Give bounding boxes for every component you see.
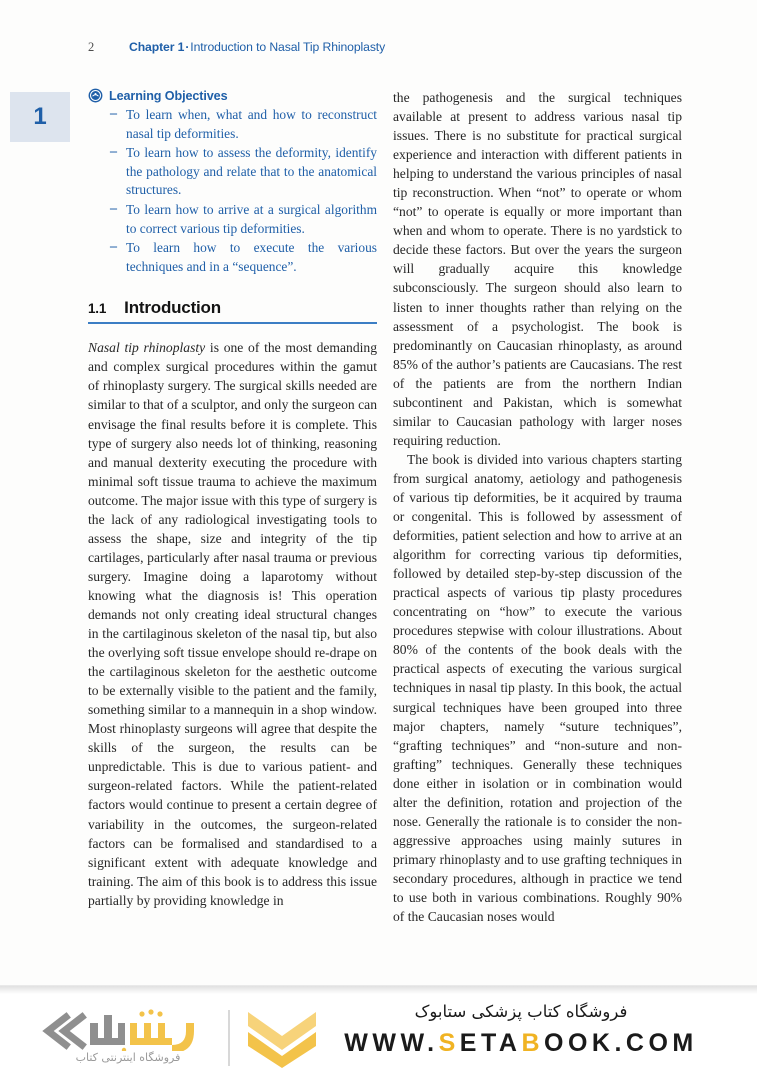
running-head-chapter-label: Chapter 1 (129, 40, 185, 54)
running-head-chapter-title: Introduction to Nasal Tip Rhinoplasty (190, 40, 386, 54)
running-head-separator: · (185, 40, 190, 54)
learning-objectives-list (88, 106, 377, 276)
footer-website-url[interactable] (311, 1029, 731, 1058)
paragraph (88, 338, 377, 909)
list-item (110, 106, 377, 143)
dash-bullet-icon: – (110, 106, 117, 121)
footer-content (0, 994, 757, 1081)
dash-bullet-icon: – (110, 239, 117, 255)
section-heading (88, 298, 377, 324)
section-heading-row (88, 298, 377, 318)
chapter-tab-number: 1 (33, 103, 47, 130)
list-item-text: To learn how to arrive at a surgical algorithm to correct various tip deformities. (126, 201, 377, 236)
url-part-highlight: B (521, 1028, 545, 1057)
dash-bullet-icon: – (110, 144, 117, 160)
learning-objectives-header (88, 88, 377, 103)
learning-objectives-title: Learning Objectives (109, 88, 228, 103)
url-part-highlight: S (438, 1028, 460, 1057)
running-head-title (129, 40, 385, 54)
paragraph: The book is divided into various chapters starting from surgical anatomy, aetiology and pathogenesis of various tip deformities, be it acquired by trauma or congenital. This is followed by assessment of deformities, patient selection and how to arrive at an algorithm for correcting various tip deformities, followed by detailed step-by-step discussion of the practical aspects of various tip plasty procedures concentrating on “how” to execute the various procedures stepwise with colour illustrations. About 80% of the contents of the book deals with the practical aspects of executing the various surgical techniques in nasal tip plasty. In this book, the actual surgical techniques have been grouped into three major chapters, namely “suture techniques”, “grafting techniques” and “non-suture and non-grafting” techniques. Generally these techniques done either in isolation or in combination would alter the definition, rotation and projection of the nose. Generally the rationale is to consider the non-aggressive approaches using mainly sutures in primary rhinoplasty and to use grafting techniques in secondary procedures, although in practice we tend to use both in various combinations. Roughly 90% of the Caucasian noses would (393, 451, 682, 925)
section-number: 1.1 (88, 301, 107, 317)
url-part: WWW. (344, 1028, 439, 1057)
paragraph-lead-italic: Nasal tip rhinoplasty (88, 340, 206, 356)
right-column (393, 88, 682, 926)
list-item (110, 144, 377, 200)
section-rule (88, 322, 377, 324)
list-item-text: To learn how to assess the deformity, identify the pathology and relate that to the anatomical structures. (126, 145, 377, 198)
paragraph-text: is one of the most demanding and complex surgical procedures within the gamut of rhinoplasty surgery. The surgical skills needed are similar to that of a sculptor, and only the surgeon can envisage the final results before it is complete. This type of surgery also needs lot of thinking, reasoning and manual dexterity executing the procedure with minimal soft tissue trauma to achieve the maximum outcome. The major issue with this type of surgery is the lack of any radiological investigating tools to assess the shape, size and integrity of the tip cartilages, particularly after nasal trauma or previous surgery. Imagine doing a laparotomy without knowing what the diagnosis is! This operation demands not only creating ideal structural changes in the cartilaginous skeleton of the nasal tip, but also the overlying soft tissue envelope should re-drape on the cartilaginous skeleton for the aesthetic outcome to be externally visible to the patient and the family, something similar to a mannequin in a shop window. Most rhinoplasty surgeons will agree that despite the skills of the surgeon, the results can be unpredictable. This is due to various patient- and surgeon-related factors. While the patient-related factors would continue to present a certain degree of variability in the outcomes, the surgeon-related factors can be formalised and standardised to a significant extent with adequate knowledge and training. The aim of this book is to address this issue partially by providing knowledge in (88, 340, 377, 908)
footer-shadow (0, 986, 757, 994)
left-column (88, 88, 377, 910)
footer-text-block (311, 1000, 731, 1058)
list-item-text: To learn when, what and how to reconstruct nasal tip deformities. (126, 107, 377, 141)
list-item (110, 239, 377, 276)
brand-subtitle: فروشگاه اینترنتی کتاب (75, 1051, 181, 1064)
footer-tagline: فروشگاه کتاب پزشکی ستابوک (414, 1002, 628, 1021)
page-number: 2 (88, 40, 95, 54)
setabook-wordmark-icon (38, 1007, 218, 1051)
footer-banner (0, 985, 757, 1081)
section-title: Introduction (124, 298, 221, 318)
dash-bullet-icon: – (110, 200, 117, 216)
brand-divider (228, 1010, 230, 1066)
chapter-thumb-tab (10, 92, 70, 142)
url-part: OOK.COM (544, 1028, 698, 1057)
double-chevron-down-icon (244, 1008, 320, 1068)
paragraph: the pathogenesis and the surgical techniques available at present to address various nasal tip issues. There is no substitute for practical surgical experience and interaction with different patients in helping to understand the various principles of nasal tip reconstruction. When “not” to operate or whom “not” to operate is equally or more important than when and whom to operate. There is no yardstick to decide these factors. But over the years the surgeon will gradually acquire this knowledge subconsciously. The surgeon should also learn to listen to inner thoughts rather than relying on the assessment of a psychologist. The book is predominantly on Caucasian rhinoplasty, as around 85% of the author’s patients are Caucasians. The rest of the patients are from the northern Indian subcontinent and Pakistan, which is somewhat similar to Caucasian pathology with larger noses requiring reduction. (393, 90, 682, 448)
list-item (110, 201, 377, 238)
url-part: ETA (459, 1028, 522, 1057)
setabook-logo (38, 1005, 218, 1071)
learning-objectives-box (88, 88, 377, 276)
list-item-text: To learn how to execute the various techniques and in a “sequence”. (126, 240, 377, 274)
brand-lockup (38, 1002, 320, 1074)
learning-objectives-circle-icon (88, 88, 103, 103)
running-head (0, 40, 757, 60)
